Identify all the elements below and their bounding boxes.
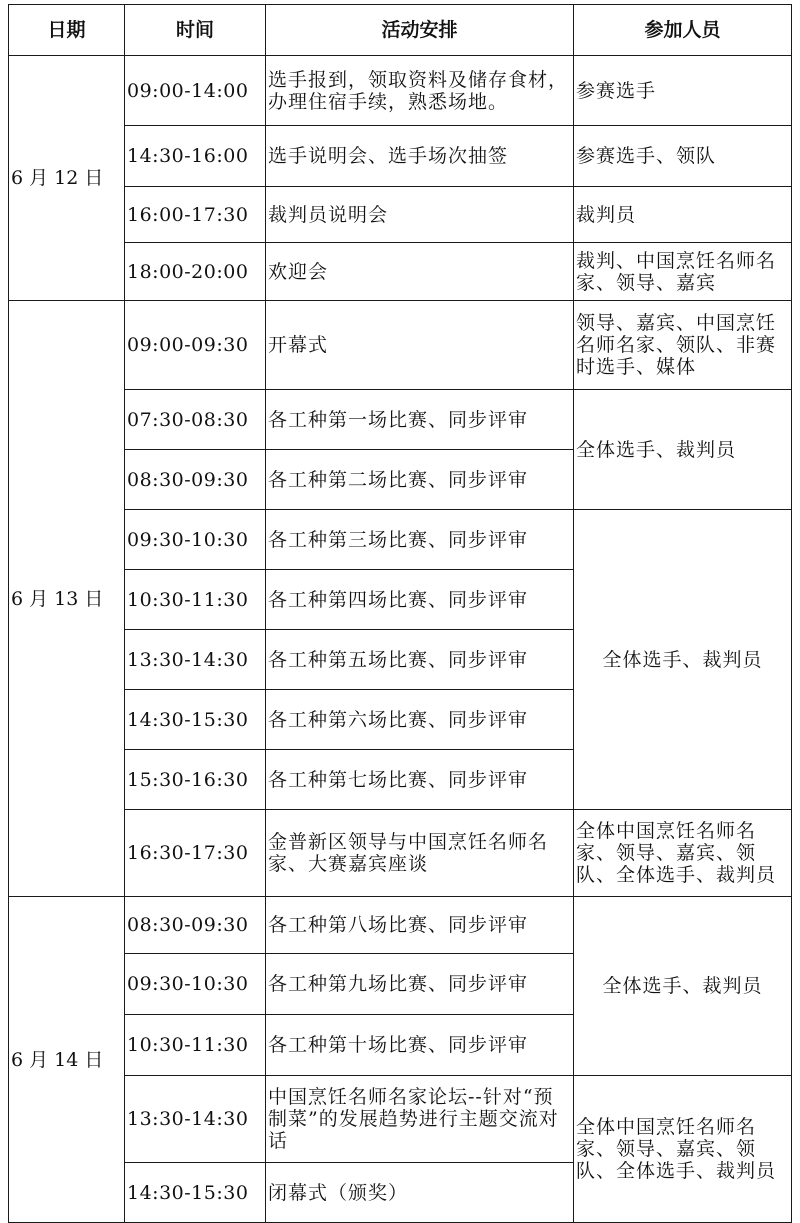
time-cell: 16:00-17:30 [125,187,266,243]
activity-cell: 开幕式 [266,301,574,390]
activity-cell: 选手报到，领取资料及储存食材，办理住宿手续，熟悉场地。 [266,56,574,126]
participants-cell: 全体中国烹饪名师名家、领导、嘉宾、领队、全体选手、裁判员 [574,1076,792,1223]
activity-cell: 金普新区领导与中国烹饪名师名家、大赛嘉宾座谈 [266,810,574,897]
activity-cell: 闭幕式（颁奖） [266,1163,574,1223]
table-row [9,126,792,187]
participants-cell: 全体中国烹饪名师名家、领导、嘉宾、领队、全体选手、裁判员 [574,810,792,897]
header-date: 日期 [9,5,125,56]
participants-cell: 全体选手、裁判员 [574,897,792,1076]
time-cell: 08:30-09:30 [125,450,266,510]
time-cell: 13:30-14:30 [125,1076,266,1163]
time-cell: 14:30-15:30 [125,1163,266,1223]
time-cell: 14:30-16:00 [125,126,266,187]
header-participants: 参加人员 [574,5,792,56]
schedule-table [8,4,792,1223]
activity-cell: 各工种第八场比赛、同步评审 [266,897,574,954]
participants-cell: 裁判员 [574,187,792,243]
table-row [9,56,792,126]
time-cell: 09:00-14:00 [125,56,266,126]
activity-cell: 各工种第九场比赛、同步评审 [266,954,574,1015]
time-cell: 16:30-17:30 [125,810,266,897]
header-activity: 活动安排 [266,5,574,56]
activity-cell: 各工种第三场比赛、同步评审 [266,510,574,570]
participants-cell: 全体选手、裁判员 [574,510,792,810]
activity-cell: 欢迎会 [266,243,574,301]
time-cell: 09:00-09:30 [125,301,266,390]
time-cell: 10:30-11:30 [125,1015,266,1076]
time-cell: 09:30-10:30 [125,510,266,570]
table-row [9,1076,792,1163]
time-cell: 10:30-11:30 [125,570,266,630]
table-row [9,390,792,450]
activity-cell: 中国烹饪名师名家论坛--针对“预制菜”的发展趋势进行主题交流对话 [266,1076,574,1163]
table-row [9,897,792,954]
header-time: 时间 [125,5,266,56]
date-cell: 6 月 14 日 [9,897,125,1223]
table-row [9,243,792,301]
time-cell: 08:30-09:30 [125,897,266,954]
activity-cell: 裁判员说明会 [266,187,574,243]
activity-cell: 各工种第一场比赛、同步评审 [266,390,574,450]
activity-cell: 各工种第七场比赛、同步评审 [266,750,574,810]
time-cell: 13:30-14:30 [125,630,266,690]
participants-cell: 裁判、中国烹饪名师名家、领导、嘉宾 [574,243,792,301]
activity-cell: 各工种第十场比赛、同步评审 [266,1015,574,1076]
participants-cell: 领导、嘉宾、中国烹饪名师名家、领队、非赛时选手、媒体 [574,301,792,390]
time-cell: 07:30-08:30 [125,390,266,450]
activity-cell: 各工种第二场比赛、同步评审 [266,450,574,510]
participants-cell: 参赛选手 [574,56,792,126]
participants-cell: 参赛选手、领队 [574,126,792,187]
table-row [9,301,792,390]
activity-cell: 各工种第六场比赛、同步评审 [266,690,574,750]
table-row [9,810,792,897]
time-cell: 14:30-15:30 [125,690,266,750]
header-row [9,5,792,56]
activity-cell: 各工种第四场比赛、同步评审 [266,570,574,630]
table-row [9,187,792,243]
date-cell: 6 月 13 日 [9,301,125,897]
activity-cell: 选手说明会、选手场次抽签 [266,126,574,187]
time-cell: 18:00-20:00 [125,243,266,301]
participants-cell: 全体选手、裁判员 [574,390,792,510]
date-cell: 6 月 12 日 [9,56,125,301]
table-row [9,510,792,570]
time-cell: 09:30-10:30 [125,954,266,1015]
activity-cell: 各工种第五场比赛、同步评审 [266,630,574,690]
time-cell: 15:30-16:30 [125,750,266,810]
